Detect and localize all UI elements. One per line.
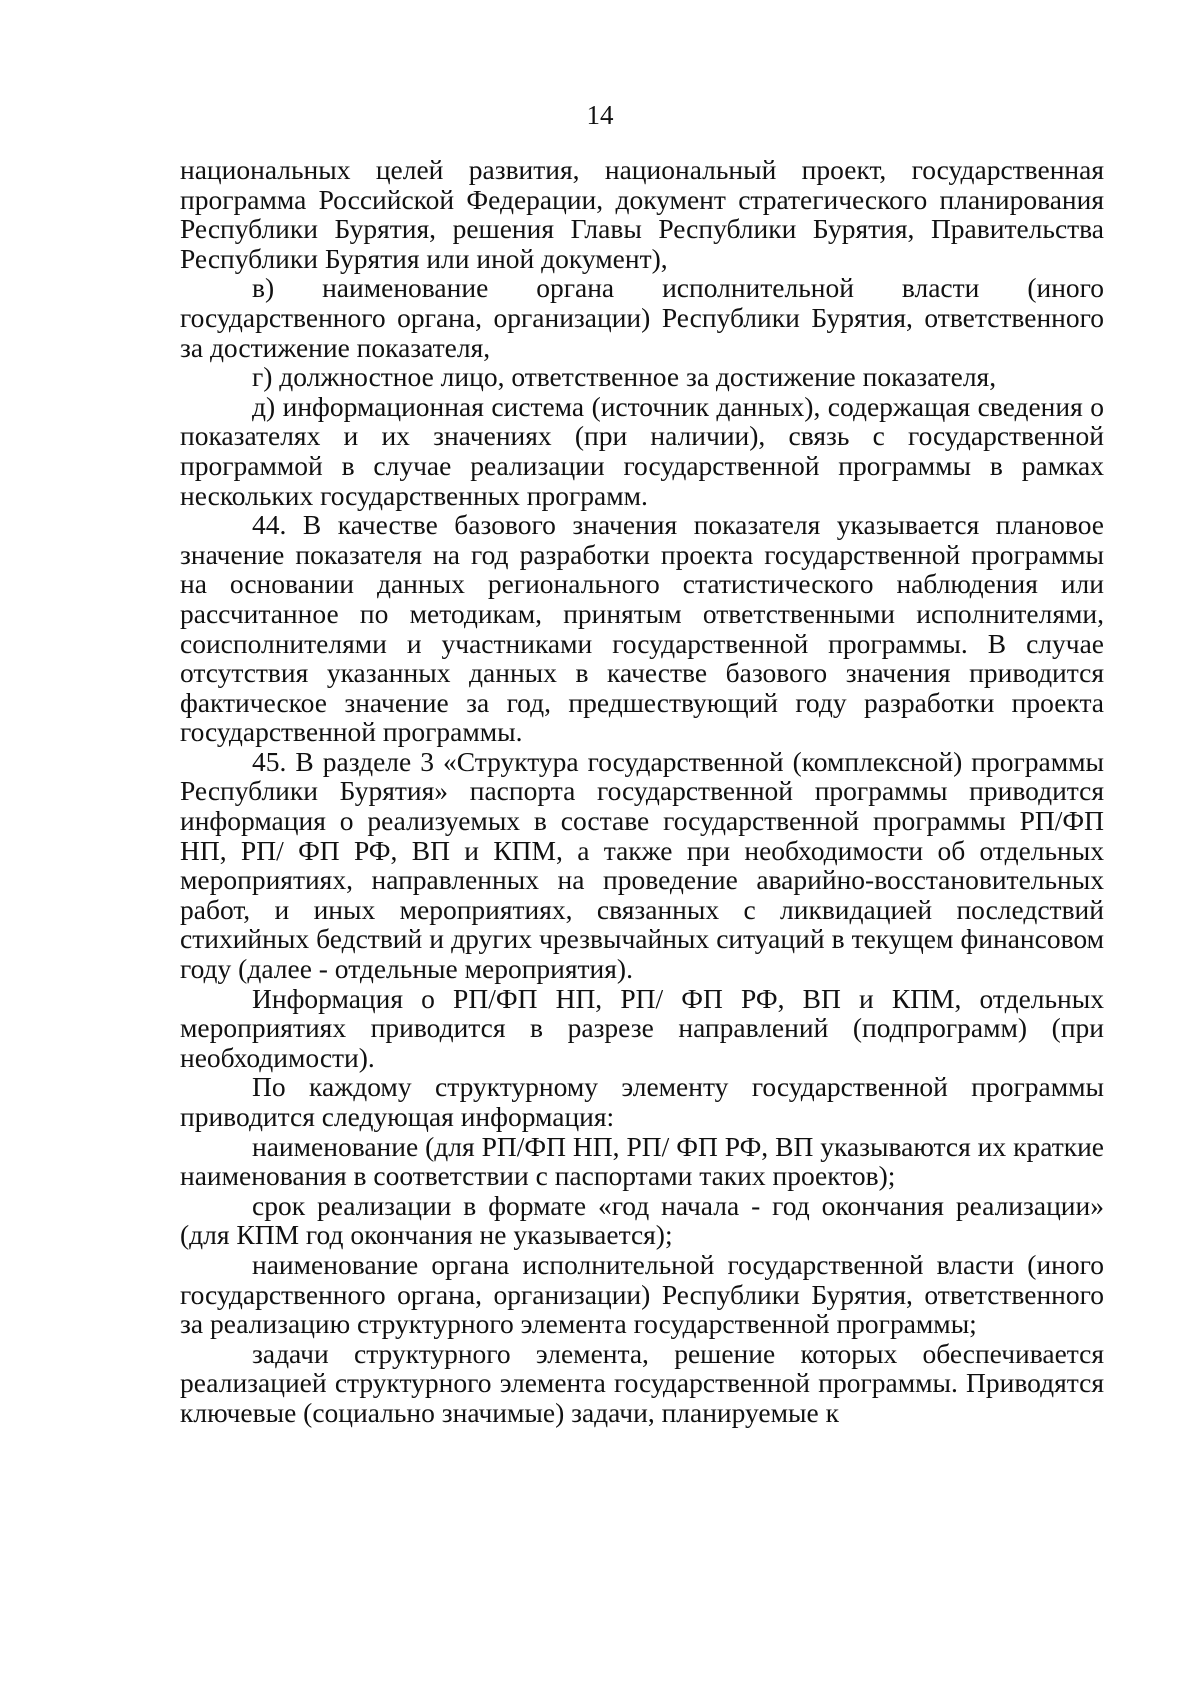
- document-body: [180, 155, 1104, 1428]
- page-number: 14: [586, 100, 614, 130]
- paragraph-9: наименование (для РП/ФП НП, РП/ ФП РФ, ВП указываются их краткие наименования в соответствии с паспортами таких проектов);: [180, 1130, 1104, 1192]
- paragraph-10: срок реализации в формате «год начала - год окончания реализации» (для КПМ год окончания не указывается);: [180, 1189, 1104, 1251]
- paragraph-8: По каждому структурному элементу государственной программы приводится следующая информация:: [180, 1071, 1104, 1132]
- paragraph-6: 45. В разделе 3 «Структура государственной (комплексной) программы Республики Бурятия» паспорта государственной программы приводится информация о реализуемых в составе государственной программы РП/ФП НП, РП/ ФП РФ, ВП и КПМ, а также при необходимости об отдельных мероприятиях, направленных на проведение аварийно-восстановительных работ, и иных мероприятиях, связанных с ликвидацией последствий стихийных бедствий и других чрезвычайных ситуаций в текущем финансовом году (далее - отдельные мероприятия).: [180, 745, 1104, 985]
- paragraph-7: Информация о РП/ФП НП, РП/ ФП РФ, ВП и КПМ, отдельных мероприятиях приводится в разрезе направлений (подпрограмм) (при необходимости).: [180, 982, 1104, 1073]
- paragraph-4: д) информационная система (источник данных), содержащая сведения о показателях и их значениях (при наличии), связь с государственной программой в случае реализации государственной программы в рамках нескольких государственных программ.: [180, 390, 1104, 511]
- paragraph-3: г) должностное лицо, ответственное за достижение показателя,: [252, 361, 997, 393]
- paragraph-12: задачи структурного элемента, решение которых обеспечивается реализацией структурного элемента государственной программы. Приводятся ключевые (социально значимые) задачи, планируемые к: [180, 1337, 1104, 1428]
- paragraph-11: наименование органа исполнительной государственной власти (иного государственного органа, организации) Республики Бурятия, ответственного за реализацию структурного элемента государственной программы;: [180, 1248, 1104, 1340]
- paragraph-5: 44. В качестве базового значения показателя указывается плановое значение показателя на год разработки проекта государственной программы на основании данных регионального статистического наблюдения или рассчитанное по методикам, принятым ответственными исполнителями, соисполнителями и участниками государственной программы. В случае отсутствия указанных данных в качестве базового значения приводится фактическое значение за год, предшествующий году разработки проекта государственной программы.: [180, 509, 1104, 748]
- paragraph-2: в) наименование органа исполнительной власти (иного государственного органа, организации) Республики Бурятия, ответственного за достижение показателя,: [180, 272, 1104, 363]
- paragraph-1: национальных целей развития, национальный проект, государственная программа Российской Федерации, документ стратегического планирования Республики Бурятия, решения Главы Республики Бурятия, Правительства Республики Бурятия или иной документ),: [180, 154, 1104, 274]
